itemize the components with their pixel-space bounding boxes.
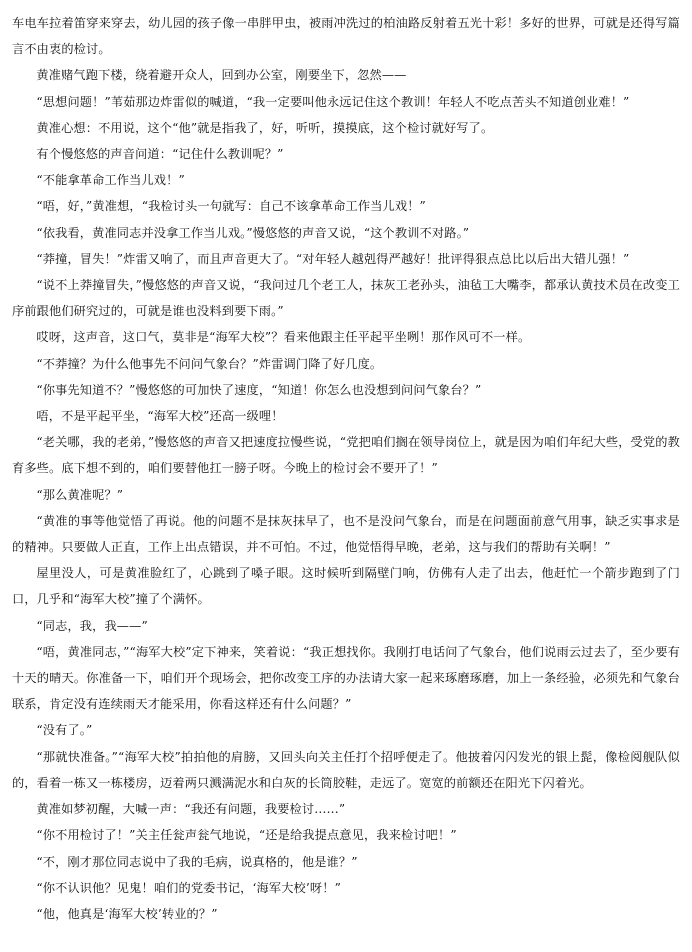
paragraph: “思想问题！”苇茹那边炸雷似的喊道，“我一定要叫他永远记住这个教训！年轻人不吃点苦头不知道创业难！” (36, 94, 630, 109)
paragraph: “说不上莽撞冒失，”慢悠悠的声音又说，“我问过几个老工人，抹灰工老孙头，油毡工大嘴李，都承认黄技术员在改变工序前跟他们研究过的，可就是谁也没料到要下雨。” (12, 278, 680, 319)
paragraph: “没有了。” (36, 723, 93, 738)
paragraph: “唔，好，”黄准想，“我检讨头一句就写：自己不该拿革命工作当儿戏！” (36, 199, 426, 214)
paragraph: “你不认识他？见鬼！咱们的党委书记，‘海军大校’呀！” (36, 880, 341, 895)
paragraph: “那就快准备。”“海军大校”拍拍他的肩膀，又回头向关主任打个招呼便走了。他披着闪闪发光的银上髭，像检阅舰队似的，看着一栋又一栋楼房，迈着两只溅满泥水和白灰的长筒胶鞋，走远了。宽宽的前额还在阳光下闪着光。 (12, 749, 680, 790)
paragraph: “唔，黄准同志，”“海军大校”定下神来，笑着说：“我正想找你。我刚打电话问了气象台，他们说雨云过去了，至少要有十天的晴天。你准备一下，咱们开个现场会，把你改变工序的办法请大家一起来琢磨琢磨，加上一条经验，必须先和气象台联系，肯定没有连续雨天才能采用，你看这样还有什么问题？” (12, 644, 680, 712)
paragraph: 屋里没人，可是黄准脸红了，心跳到了嗓子眼。这时候听到隔壁门响，仿佛有人走了出去，他赶忙一个箭步跑到了门口，几乎和“海军大校”撞了个满怀。 (12, 566, 680, 607)
paragraph: “那么黄准呢？” (36, 487, 124, 502)
paragraph: 黄准心想：不用说，这个“他”就是指我了，好，听听，摸摸底，这个检讨就好写了。 (36, 120, 494, 135)
paragraph: “你事先知道不？”慢悠悠的可加快了速度，“知道！你怎么也没想到问问气象台？” (36, 382, 482, 397)
paragraph: “你不用检讨了！”关主任瓮声瓮气地说，“还是给我提点意见，我来检讨吧！” (36, 828, 457, 843)
paragraph: “老关哪，我的老弟，”慢悠悠的声音又把速度拉慢些说，“党把咱们搁在领导岗位上，就是因为咱们年纪大些，受党的教育多些。底下想不到的，咱们要替他扛一膀子呀。今晚上的检讨会不要开了！” (12, 435, 680, 476)
paragraph: “不莽撞？为什么他事先不问问气象台？”炸雷调门降了好几度。 (36, 356, 383, 371)
paragraph: “不，刚才那位同志说中了我的毛病，说真格的，他是谁？” (36, 854, 358, 869)
paragraph: “同志，我，我——” (36, 618, 148, 633)
paragraph: 黄准赌气跑下楼，绕着避开众人，回到办公室，刚要坐下，忽然—— (36, 68, 407, 83)
paragraph: 车电车拉着笛穿来穿去，幼儿园的孩子像一串胖甲虫，被雨冲洗过的柏油路反射着五光十彩！多好的世界，可就是还得写篇言不由衷的检讨。 (12, 16, 680, 57)
paragraph: “黄准的事等他觉悟了再说。他的问题不是抹灰抹早了，也不是没问气象台，而是在问题面前意气用事，缺乏实事求是的精神。只要做人正直，工作上出点错误，并不可怕。不过，他觉悟得早晚，老弟，这与我们的帮助有关啊！” (12, 513, 680, 555)
paragraph: “莽撞，冒失！”炸雷又响了，而且声音更大了。“对年轻人越剋得严越好！批评得狠点总比以后出大错儿强！” (36, 251, 630, 266)
paragraph: 唔，不是平起平坐，“海军大校”还高一级哩！ (36, 409, 284, 424)
paragraph: 黄准如梦初醒，大喊一声：“我还有问题，我要检讨……” (36, 802, 346, 817)
paragraph: 哎呀，这声音，这口气，莫非是“海军大校”？看来他跟主任平起平坐咧！那作风可不一样。 (36, 330, 531, 345)
paragraph: “他，他真是‘海军大校’转业的？” (36, 906, 218, 921)
paragraph: “不能拿革命工作当儿戏！” (36, 173, 185, 188)
paragraph: 有个慢悠悠的声音问道：“记住什么教训呢？” (36, 147, 284, 162)
paragraph: “依我看，黄准同志并没拿工作当儿戏。”慢悠悠的声音又说，“这个教训不对路。” (36, 225, 470, 240)
